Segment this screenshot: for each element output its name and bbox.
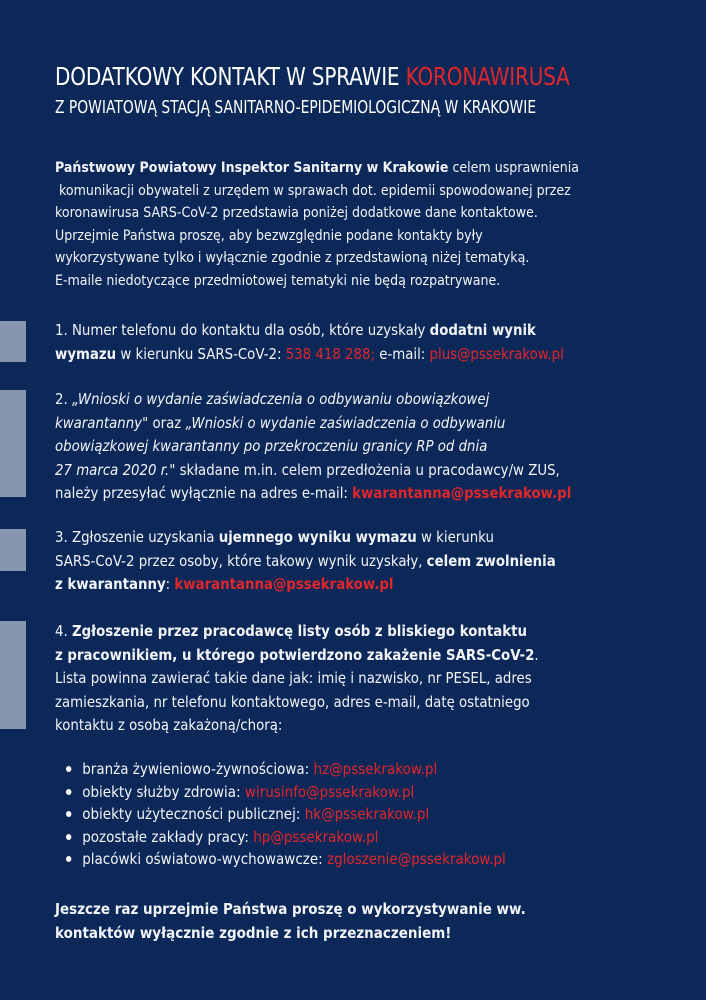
- list-item: [66, 826, 506, 849]
- item2-italic-4: obowiązkowej kwarantanny po przekroczeniu granicy RP od dnia: [55, 437, 488, 455]
- item1-text-3: e-mail:: [375, 344, 430, 363]
- item3-text-1: 3. Zgłoszenie uzyskania: [55, 528, 219, 546]
- list-item: [66, 803, 506, 826]
- intro-line-6: E-maile niedotyczące przedmiotowej tematyki nie będą rozpatrywane.: [55, 272, 501, 289]
- item4-line-5: kontaktu z osobą zakażoną/chorą:: [55, 716, 283, 734]
- contact-email-link[interactable]: zgloszenie@pssekrakow.pl: [327, 850, 506, 868]
- item4-dot: .: [534, 645, 539, 664]
- side-bar-1: [0, 321, 26, 362]
- bullet-icon: [66, 856, 71, 862]
- item2-italic-5: 27 marca 2020 r.": [55, 460, 176, 479]
- item-1: [55, 319, 564, 366]
- closing-note: [55, 897, 526, 945]
- item1-text-2: w kierunku SARS-CoV-2:: [116, 344, 286, 363]
- item2-text-3: należy przesyłać wyłącznie na adres e-mail:: [55, 484, 353, 502]
- intro-line-4: Uprzejmie Państwa proszę, aby bezwzględnie podane kontakty były: [55, 227, 483, 244]
- closing-line-1: Jeszcze raz uprzejmie Państwa proszę o wykorzystywanie ww.: [55, 900, 526, 918]
- contact-label: pozostałe zakłady pracy:: [82, 827, 254, 846]
- item4-line-4: zamieszkania, nr telefonu kontaktowego, adres e-mail, datę ostatniego: [55, 692, 530, 711]
- item2-italic-1: „Wnioski o wydanie zaświadczenia o odbywaniu obowiązkowej: [71, 390, 490, 408]
- page-subtitle: Z POWIATOWĄ STACJĄ SANITARNO-EPIDEMIOLOGICZNĄ W KRAKOWIE: [55, 97, 537, 118]
- item2-text-2: składane m.in. celem przedłożenia u pracodawcy/w ZUS,: [175, 460, 560, 479]
- side-bar-4: [0, 621, 26, 729]
- intro-paragraph: [55, 157, 579, 292]
- item-2: [55, 388, 571, 506]
- intro-bold: Państwowy Powiatowy Inspektor Sanitarny w Krakowie: [55, 160, 449, 176]
- item3-text-3: SARS-CoV-2 przez osoby, które takowy wynik uzyskały,: [55, 551, 427, 570]
- email-link-kwarantanna[interactable]: kwarantanna@pssekrakow.pl: [352, 484, 572, 502]
- title-text: DODATKOWY KONTAKT W SPRAWIE: [55, 62, 406, 91]
- intro-line-2: komunikacji obywateli z urzędem w sprawach dot. epidemii spowodowanej przez: [55, 182, 571, 199]
- item2-num: 2.: [55, 390, 72, 408]
- page-title: [55, 62, 570, 91]
- closing-line-2: kontaktów wyłącznie zgodnie z ich przeznaczeniem!: [55, 924, 452, 942]
- intro-line-3: koronawirusa SARS-CoV-2 przedstawia poniżej dodatkowe dane kontaktowe.: [55, 205, 538, 221]
- item-4: [55, 620, 539, 738]
- contact-email-link[interactable]: wirusinfo@pssekrakow.pl: [244, 782, 415, 801]
- item4-line-3: Lista powinna zawierać takie dane jak: imię i nazwisko, nr PESEL, adres: [55, 669, 532, 687]
- list-item: [66, 848, 506, 871]
- item3-text-4: :: [165, 575, 175, 593]
- contact-email-link[interactable]: hz@pssekrakow.pl: [313, 760, 438, 778]
- phone-link[interactable]: 538 418 288;: [285, 344, 376, 363]
- title-highlight: KORONAWIRUSA: [405, 62, 570, 91]
- item1-text: 1. Numer telefonu do kontaktu dla osób, które uzyskały: [55, 321, 430, 339]
- contact-email-link[interactable]: hp@pssekrakow.pl: [253, 827, 379, 846]
- item3-bold-3: z kwarantanny: [55, 575, 166, 593]
- email-link-plus[interactable]: plus@pssekrakow.pl: [429, 344, 564, 363]
- list-item: [66, 781, 506, 804]
- bullet-icon: [66, 834, 71, 840]
- item4-num: 4.: [55, 622, 72, 640]
- item3-bold-1: ujemnego wyniku wymazu: [218, 528, 417, 546]
- bullet-icon: [66, 811, 71, 817]
- bullet-icon: [66, 766, 71, 772]
- item3-bold-2: celem zwolnienia: [426, 551, 556, 570]
- contact-label: branża żywieniowo-żywnościowa:: [82, 760, 314, 778]
- item4-bold-2: z pracownikiem, u którego potwierdzono zakażenie SARS-CoV-2: [55, 645, 535, 664]
- item2-italic-2: kwarantanny": [55, 413, 149, 432]
- intro-line-1: celem usprawnienia: [448, 160, 580, 176]
- contact-email-link[interactable]: hk@pssekrakow.pl: [304, 805, 430, 823]
- item1-bold-2: wymazu: [55, 344, 117, 363]
- item3-text-2: w kierunku: [416, 528, 494, 546]
- bullet-icon: [66, 789, 71, 795]
- contact-label: obiekty służby zdrowia:: [82, 782, 245, 801]
- item-3: [55, 526, 556, 597]
- email-link-kwarantanna-2[interactable]: kwarantanna@pssekrakow.pl: [174, 575, 394, 593]
- contact-label: placówki oświatowo-wychowawcze:: [82, 850, 327, 868]
- side-bar-3: [0, 529, 26, 571]
- contact-label: obiekty użyteczności publicznej:: [82, 805, 305, 823]
- item1-bold: dodatni wynik: [429, 321, 536, 339]
- side-bar-2: [0, 390, 26, 497]
- item2-text-1: oraz: [148, 413, 186, 432]
- item4-bold-1: Zgłoszenie przez pracodawcę listy osób z bliskiego kontaktu: [71, 622, 527, 640]
- item2-italic-3: „Wnioski o wydanie zaświadczenia o odbywaniu: [185, 413, 506, 432]
- contacts-list: [66, 758, 506, 871]
- list-item: [66, 758, 506, 781]
- intro-line-5: wykorzystywane tylko i wyłącznie zgodnie z przedstawioną niżej tematyką.: [55, 250, 530, 266]
